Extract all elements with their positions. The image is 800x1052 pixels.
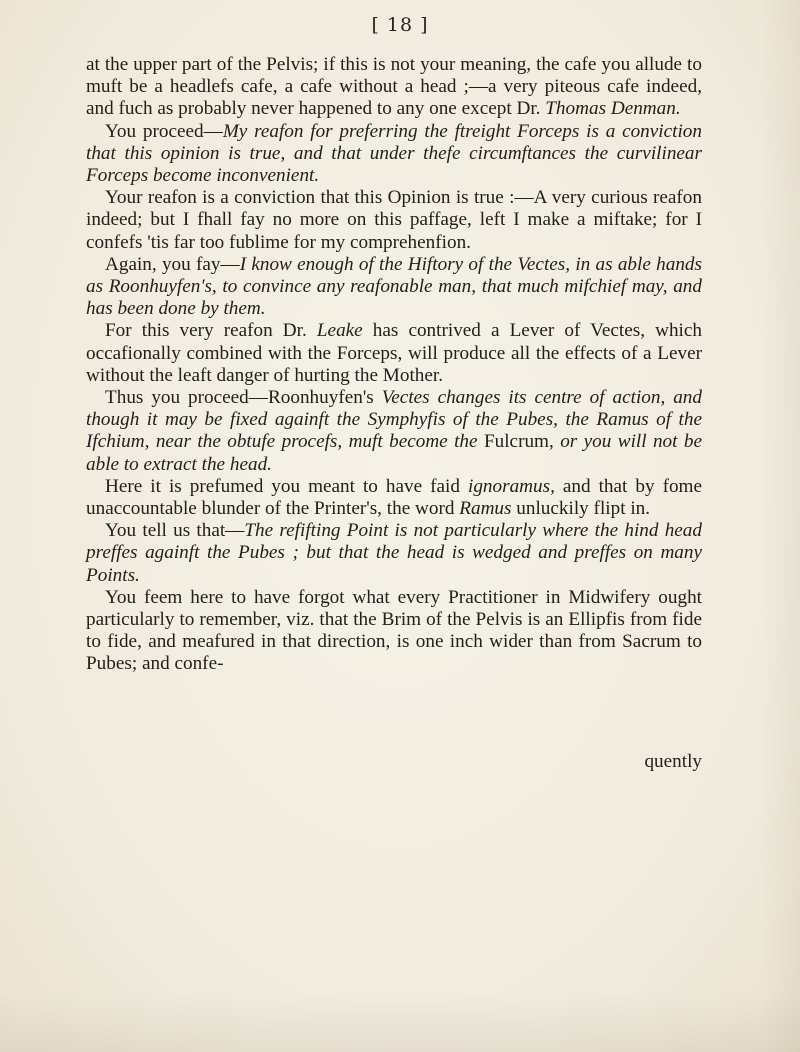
italic-text: ignoramus, [467,475,555,497]
text-run: Thus you proceed—Roonhuyfen's [105,387,382,409]
paragraph [86,54,702,121]
paragraph [86,121,702,188]
body-text [86,54,702,676]
text-run: You feem here to have forgot what every Practitioner in Midwifery ought particularly to remember, viz. that the Brim of the Pelvis is an Ellipfis from fide to fide, and meafured in that direction, is one inch wider than from Sacrum to Pubes; and confe- [86,586,702,675]
catchword: quently [644,751,702,772]
text-run: You tell us that— [105,520,245,542]
italic-text: Thomas Denman. [545,98,681,120]
page-edge-shading [760,0,800,1052]
text-run: For this very reafon Dr. [105,320,317,342]
text-run: Here it is prefumed you meant to have faid [105,475,468,497]
page-number-header: [ 18 ] [371,14,429,36]
italic-text: I know enough of the Hiftory of the Vectes, in as able hands as Roonhuyfen's, to convince any reafonable man, that much mifchief may, and has been done by them. [86,253,702,320]
italic-text: My reafon for preferring the ftreight Forceps is a conviction that this opinion is true, and that under thefe circumftances the curvilinear Forceps become inconvenient. [86,120,702,187]
paragraph [86,254,702,321]
italic-text: The refifting Point is not particularly where the hind head preffes againft the Pubes ; but that the head is wedged and preffes on many Points. [86,520,702,586]
paragraph [86,387,702,476]
italic-text: or you will not be able to extract the head. [86,431,702,475]
italic-text: Leake [316,320,363,342]
text-run: Again, you fay— [105,253,240,275]
page-bottom-shading [0,992,800,1052]
text-run: and that by fome unaccountable blunder of the Printer's, the word [86,475,702,520]
text-run: You proceed— [105,120,223,142]
paragraph [86,476,702,520]
paragraph [86,187,702,254]
text-run: unluckily flipt in. [511,498,651,520]
text-run: Fulcrum, [477,431,561,453]
italic-text: Ramus [459,498,512,520]
paragraph [86,587,702,676]
paragraph [86,520,702,587]
text-run: Your reafon is a conviction that this Opinion is true :—A very curious reafon indeed; but I fhall fay no more on this paffage, left I make a miftake; for I confefs 'tis far too fublime for my comprehenfion. [86,187,702,253]
text-run: at the upper part of the Pelvis; if this is not your meaning, the cafe you allude to muft be a headlefs cafe, a cafe without a head ;—a very piteous cafe indeed, and fuch as probably never happened to any one except Dr. [86,54,702,120]
italic-text: Vectes changes its centre of action, and though it may be fixed againft the Symphyfis of the Pubes, the Ramus of the Ifchium, near the obtufe procefs, muft become the [86,387,702,453]
paragraph [86,320,702,387]
text-run: has contrived a Lever of Vectes, which occafionally combined with the Forceps, will produce all the effects of a Lever without the leaft danger of hurting the Mother. [86,320,702,386]
